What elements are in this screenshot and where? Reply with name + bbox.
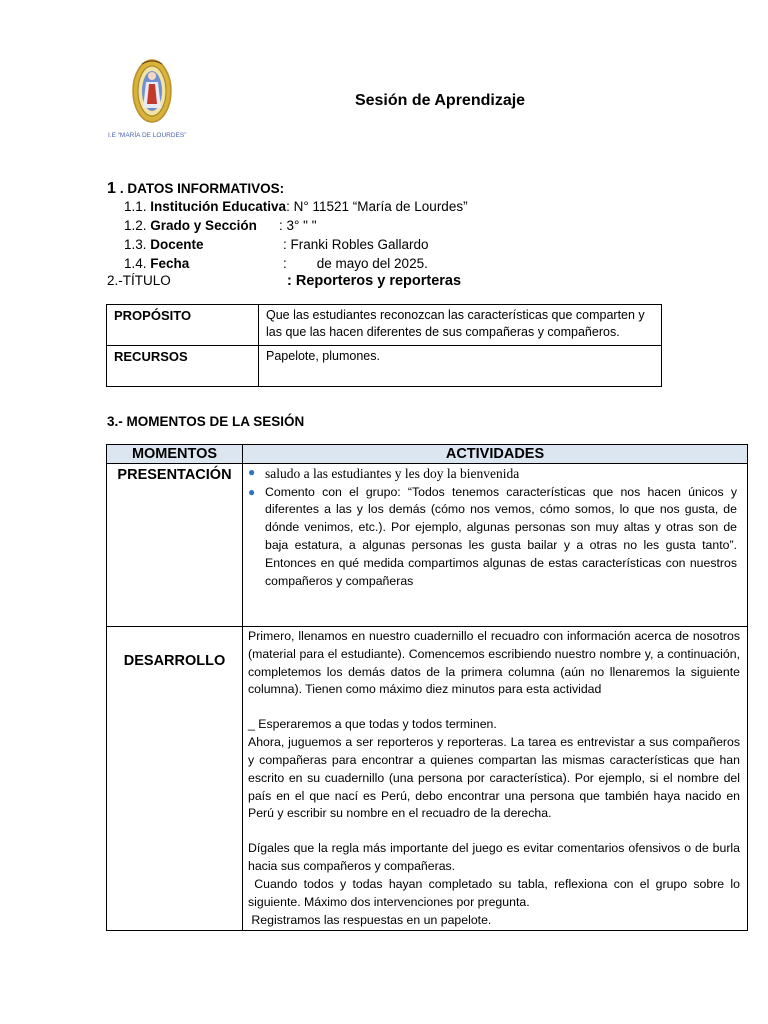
- desarrollo-paragraph-2: _ Esperaremos a que todas y todos terminen.: [248, 717, 497, 732]
- info-label: Grado y Sección: [150, 218, 257, 233]
- section-momentos-heading: 3.- MOMENTOS DE LA SESIÓN: [107, 414, 305, 429]
- info-row-grado: 1.2. Grado y Sección : 3° " ": [124, 218, 317, 233]
- table-row-desarrollo: [107, 627, 748, 931]
- desarrollo-paragraph-1: Primero, llenamos en nuestro cuadernillo el recuadro con información acerca de nosotros (material para el estudiante). Comencemos escribiendo nuestro nombre y, a continuación, completemos los demás datos de la primera columna (aún no llenaremos la siguiente columna). Tienen como máximo diez minutos para esta actividad: [248, 629, 740, 697]
- titulo-label: 2.-TÍTULO: [107, 273, 171, 288]
- info-value: : de mayo del 2025.: [283, 256, 428, 271]
- desarrollo-paragraph-3: Ahora, juguemos a ser reporteros y reporteras. La tarea es entrevistar a sus compañeros y compañeras para encontrar a quienes compartan las mismas características que han escrito en su cuadernillo (una persona por característica). Por ejemplo, si el nombre del país en el que nací es Perú, debo encontrar una persona que también haya nacido en Perú y escribir su nombre en el recuadro de la derecha.: [248, 735, 740, 821]
- school-logo: [106, 58, 202, 144]
- moments-table: [106, 444, 748, 931]
- table-row: [107, 305, 662, 346]
- activities-presentacion: [243, 464, 748, 627]
- bullet-icon: ●: [248, 484, 256, 499]
- table-row-presentacion: [107, 464, 748, 627]
- resources-value: Papelote, plumones.: [259, 346, 662, 387]
- activities-desarrollo: [243, 627, 748, 931]
- moment-presentacion: PRESENTACIÓN: [107, 464, 243, 627]
- info-row-fecha: 1.4. Fecha : de mayo del 2025.: [124, 256, 428, 271]
- list-item: ● saludo a las estudiantes y les doy la bienvenida: [248, 465, 520, 481]
- logo-caption: I.E “MARÍA DE LOURDES”: [108, 132, 187, 139]
- info-label: Fecha: [150, 256, 190, 271]
- info-label: Docente: [150, 237, 204, 252]
- info-value: : 3° " ": [279, 218, 317, 233]
- section-heading-text: . DATOS INFORMATIVOS:: [119, 181, 285, 196]
- resources-label: RECURSOS: [107, 346, 259, 387]
- titulo-value: : Reporteros y reporteras: [287, 273, 462, 289]
- info-row-docente: 1.3. Docente : Franki Robles Gallardo: [124, 237, 429, 252]
- table-row: [107, 346, 662, 387]
- purpose-table: [106, 304, 662, 387]
- moment-desarrollo: DESARROLLO: [107, 627, 243, 931]
- table-header-row: [107, 445, 748, 464]
- section-number: 1: [107, 180, 116, 197]
- header-actividades: ACTIVIDADES: [243, 445, 748, 464]
- info-row-institucion: 1.1. Institución Educativa: N° 11521 “María de Lourdes”: [124, 199, 468, 214]
- info-label: Institución Educativa: [150, 199, 287, 214]
- page-title: Sesión de Aprendizaje: [354, 92, 526, 109]
- info-value: : N° 11521 “María de Lourdes”: [286, 199, 468, 214]
- info-value: : Franki Robles Gallardo: [283, 237, 429, 252]
- desarrollo-paragraph-5: Cuando todos y todas hayan completado su tabla, reflexiona con el grupo sobre lo siguiente. Máximo dos intervenciones por pregunta.: [248, 876, 744, 909]
- desarrollo-paragraph-6: Registramos las respuestas en un papelote.: [248, 912, 492, 927]
- bullet-icon: ●: [248, 465, 256, 479]
- activity-list: [243, 464, 743, 591]
- purpose-value: Que las estudiantes reconozcan las características que comparten y las que las hacen diferentes de sus compañeras y compañeros.: [259, 305, 662, 346]
- header-momentos: MOMENTOS: [107, 445, 243, 464]
- desarrollo-paragraph-4: Dígales que la regla más importante del juego es evitar comentarios ofensivos o de burla hacia sus compañeros y compañeras.: [248, 841, 740, 874]
- section-datos-heading: [107, 180, 284, 198]
- list-item: ● Comento con el grupo: “Todos tenemos características que nos hacen únicos y diferentes a las y los demás (cómo nos vemos, cómo somos, lo que nos gusta, de dónde venimos, etc.). Por ejemplo, algunas personas son muy altas y otras son de baja estatura, a algunas personas les gusta bailar y a otras no les gusta tanto”. Entonces en qué medida compartimos algunas de estas características con nuestros compañeros y compañeras: [248, 484, 737, 588]
- purpose-label: PROPÓSITO: [107, 305, 259, 346]
